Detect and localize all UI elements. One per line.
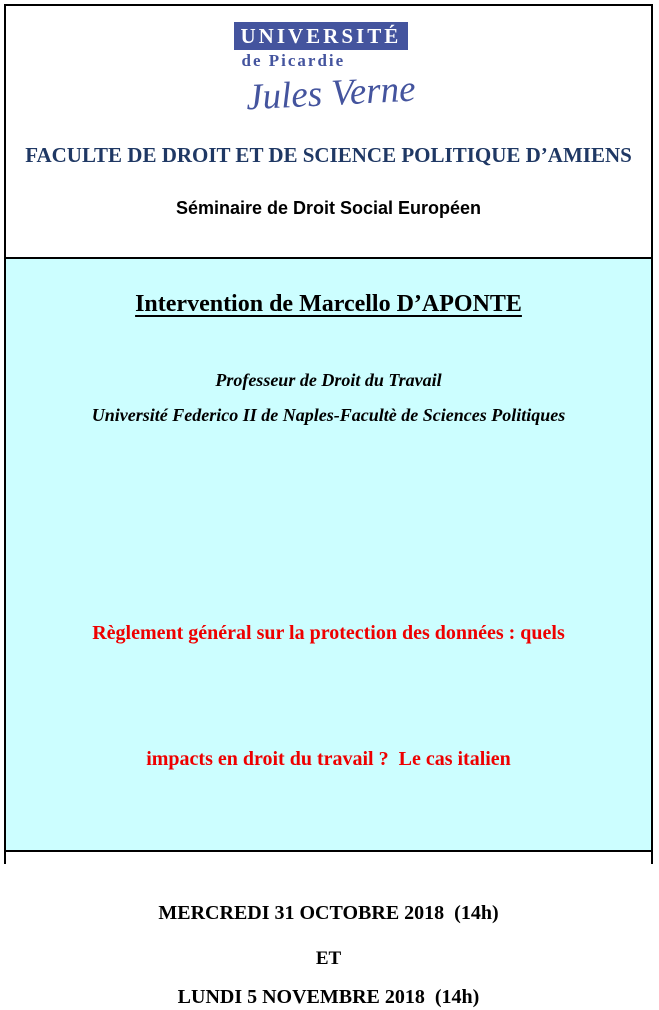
header-section xyxy=(6,6,651,257)
dates-conjunction: ET xyxy=(315,948,342,969)
professor-affiliation: Université Federico II de Naples-Facultè de Sciences Politiques xyxy=(91,405,566,425)
topic-line-1: Règlement général sur la protection des données : quels xyxy=(92,622,565,644)
session-date-1: MERCREDI 31 OCTOBRE 2018 (14h) xyxy=(158,902,499,924)
intervention-title: Intervention de Marcello D’APONTE xyxy=(135,291,522,317)
page-frame xyxy=(4,4,653,1008)
faculty-heading: FACULTE DE DROIT ET DE SCIENCE POLITIQUE D’AMIENS xyxy=(25,143,632,167)
topic-title xyxy=(6,528,651,864)
session-date-2: LUNDI 5 NOVEMBRE 2018 (14h) xyxy=(177,986,480,1008)
university-logo xyxy=(234,22,424,117)
professor-role: Professeur de Droit du Travail xyxy=(215,370,442,390)
seminar-subtitle: Séminaire de Droit Social Européen xyxy=(175,198,482,218)
universite-wordmark: UNIVERSITÉ xyxy=(234,22,409,50)
topic-line-2: impacts en droit du travail ? Le cas italien xyxy=(146,748,511,770)
jules-verne-signature: Jules Verne xyxy=(244,68,416,119)
de-picardie-text: de Picardie xyxy=(241,51,346,70)
announcement-section xyxy=(6,257,651,1008)
